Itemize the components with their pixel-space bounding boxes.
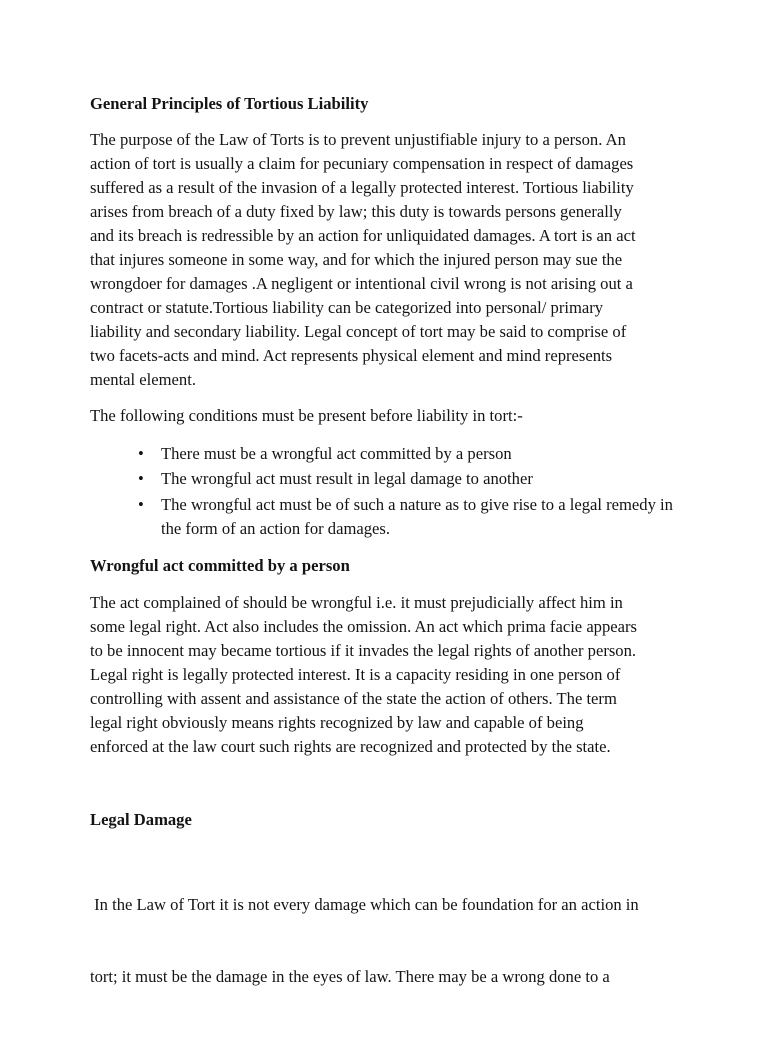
paragraph-law-of-torts xyxy=(90,128,690,392)
paragraph-line: The act complained of should be wrongful i.e. it must prejudicially affect him in xyxy=(90,593,623,612)
paragraph-line: and its breach is redressible by an action for unliquidated damages. A tort is an act xyxy=(90,226,636,245)
paragraph-line: action of tort is usually a claim for pecuniary compensation in respect of damages xyxy=(90,154,634,173)
paragraph-line: The following conditions must be present before liability in tort:- xyxy=(90,406,523,425)
conditions-intro xyxy=(90,404,690,428)
conditions-list xyxy=(90,442,690,542)
bullet-icon: • xyxy=(138,469,144,489)
paragraph-line: legal right obviously means rights recognized by law and capable of being xyxy=(90,713,584,732)
paragraph-line: tort; it must be the damage in the eyes of law. There may be a wrong done to a xyxy=(90,967,610,986)
paragraph-line: enforced at the law court such rights are recognized and protected by the state. xyxy=(90,737,611,756)
list-item-text: The wrongful act must result in legal damage to another xyxy=(161,469,533,489)
list-item xyxy=(90,442,690,466)
paragraph-line: two facets-acts and mind. Act represents physical element and mind represents xyxy=(90,346,613,365)
section-heading-legal-damage: Legal Damage xyxy=(90,810,192,829)
list-item xyxy=(90,493,690,541)
list-item xyxy=(90,467,690,491)
list-item-text: The wrongful act must be of such a nature as to give rise to a legal remedy in the form of an action for damages. xyxy=(161,494,673,538)
paragraph-line: mental element. xyxy=(90,370,196,389)
paragraph-line: suffered as a result of the invasion of a legally protected interest. Tortious liability xyxy=(90,178,634,197)
paragraph-line: In the Law of Tort it is not every damage which can be foundation for an action in xyxy=(90,895,639,914)
paragraph-line: some legal right. Act also includes the omission. An act which prima facie appears xyxy=(90,617,637,636)
paragraph-line: wrongdoer for damages .A negligent or intentional civil wrong is not arising out a xyxy=(90,274,633,293)
paragraph-line: liability and secondary liability. Legal concept of tort may be said to comprise of xyxy=(90,322,627,341)
paragraph-legal-damage xyxy=(90,845,690,1037)
paragraph-line: that injures someone in some way, and for which the injured person may sue the xyxy=(90,250,623,269)
paragraph-line: The purpose of the Law of Torts is to prevent unjustifiable injury to a person. An xyxy=(90,130,626,149)
bullet-icon: • xyxy=(138,444,144,463)
paragraph-line: Legal right is legally protected interest. It is a capacity residing in one person of xyxy=(90,665,621,684)
section-heading-wrongful-act: Wrongful act committed by a person xyxy=(90,556,350,575)
paragraph-line: controlling with assent and assistance of the state the action of others. The term xyxy=(90,689,617,708)
paragraph-line: to be innocent may became tortious if it invades the legal rights of another person. xyxy=(90,641,637,660)
paragraph-line: arises from breach of a duty fixed by law; this duty is towards persons generally xyxy=(90,202,622,221)
list-item-text: There must be a wrongful act committed by a person xyxy=(161,444,512,463)
paragraph-line: contract or statute.Tortious liability can be categorized into personal/ primary xyxy=(90,298,604,317)
section-heading-general-principles: General Principles of Tortious Liability xyxy=(90,94,369,113)
bullet-icon: • xyxy=(138,494,144,514)
paragraph-wrongful-act xyxy=(90,591,690,759)
